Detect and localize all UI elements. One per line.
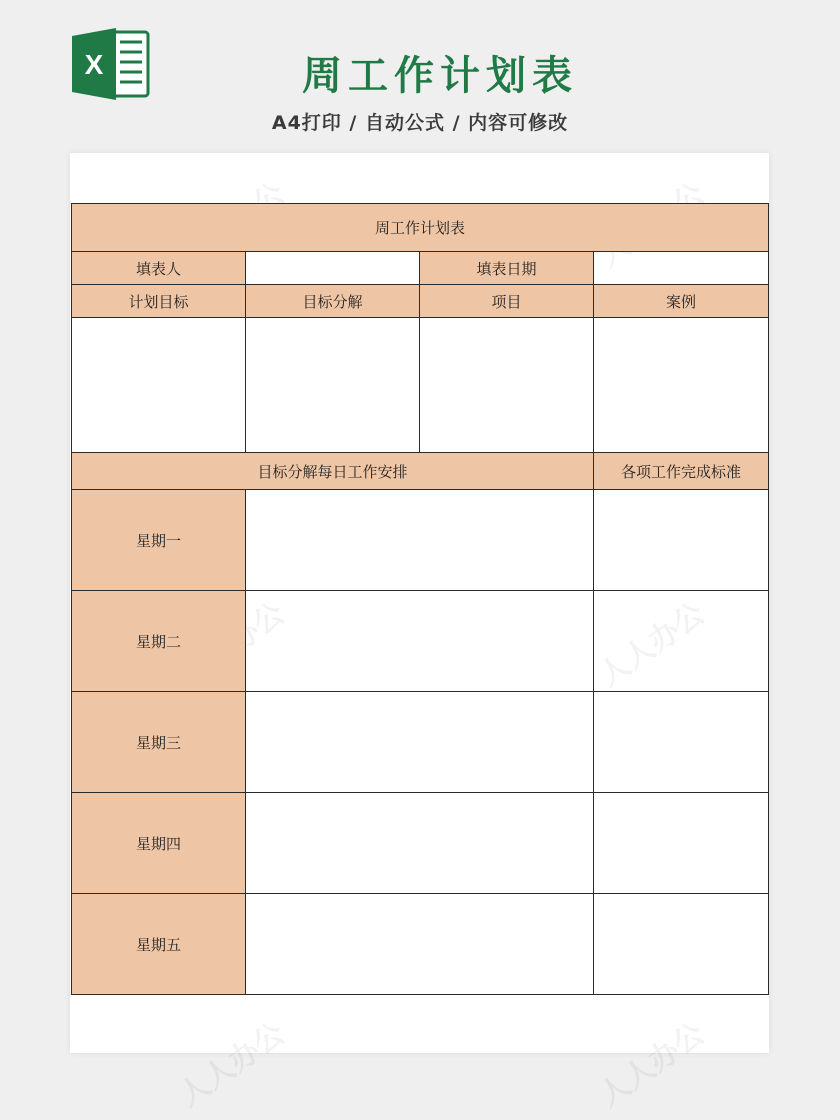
column-header-plan-goal: 计划目标 bbox=[72, 285, 246, 318]
standard-cell-tuesday[interactable] bbox=[594, 591, 769, 692]
day-label-thursday: 星期四 bbox=[72, 793, 246, 894]
day-label-friday: 星期五 bbox=[72, 894, 246, 995]
schedule-header: 目标分解每日工作安排 bbox=[72, 453, 594, 490]
page-subtitle: A4打印 / 自动公式 / 内容可修改 bbox=[271, 112, 569, 134]
plan-goal-cell[interactable] bbox=[72, 318, 246, 453]
day-label-wednesday: 星期三 bbox=[72, 692, 246, 793]
filler-label: 填表人 bbox=[72, 252, 246, 285]
schedule-cell-friday[interactable] bbox=[246, 894, 594, 995]
project-cell[interactable] bbox=[420, 318, 594, 453]
standard-cell-monday[interactable] bbox=[594, 490, 769, 591]
date-input[interactable] bbox=[594, 252, 769, 285]
logo-letter: X bbox=[84, 49, 104, 80]
schedule-cell-thursday[interactable] bbox=[246, 793, 594, 894]
column-header-project: 项目 bbox=[420, 285, 594, 318]
case-cell[interactable] bbox=[594, 318, 769, 453]
standard-cell-wednesday[interactable] bbox=[594, 692, 769, 793]
date-label: 填表日期 bbox=[420, 252, 594, 285]
standard-cell-thursday[interactable] bbox=[594, 793, 769, 894]
goal-breakdown-cell[interactable] bbox=[246, 318, 420, 453]
standard-header: 各项工作完成标准 bbox=[594, 453, 769, 490]
watermark: 人人办公 bbox=[592, 596, 712, 694]
standard-cell-friday[interactable] bbox=[594, 894, 769, 995]
schedule-cell-monday[interactable] bbox=[246, 490, 594, 591]
page-title: 周工作计划表 bbox=[302, 53, 578, 99]
filler-input[interactable] bbox=[246, 252, 420, 285]
day-label-tuesday: 星期二 bbox=[72, 591, 246, 692]
watermark: 人人办公 bbox=[592, 1016, 712, 1114]
column-header-goal-breakdown: 目标分解 bbox=[246, 285, 420, 318]
schedule-cell-tuesday[interactable] bbox=[246, 591, 594, 692]
form-title: 周工作计划表 bbox=[72, 204, 769, 252]
weekly-plan-table bbox=[71, 203, 769, 995]
day-label-monday: 星期一 bbox=[72, 490, 246, 591]
schedule-cell-wednesday[interactable] bbox=[246, 692, 594, 793]
watermark: 人人办公 bbox=[172, 1016, 292, 1114]
column-header-case: 案例 bbox=[594, 285, 769, 318]
